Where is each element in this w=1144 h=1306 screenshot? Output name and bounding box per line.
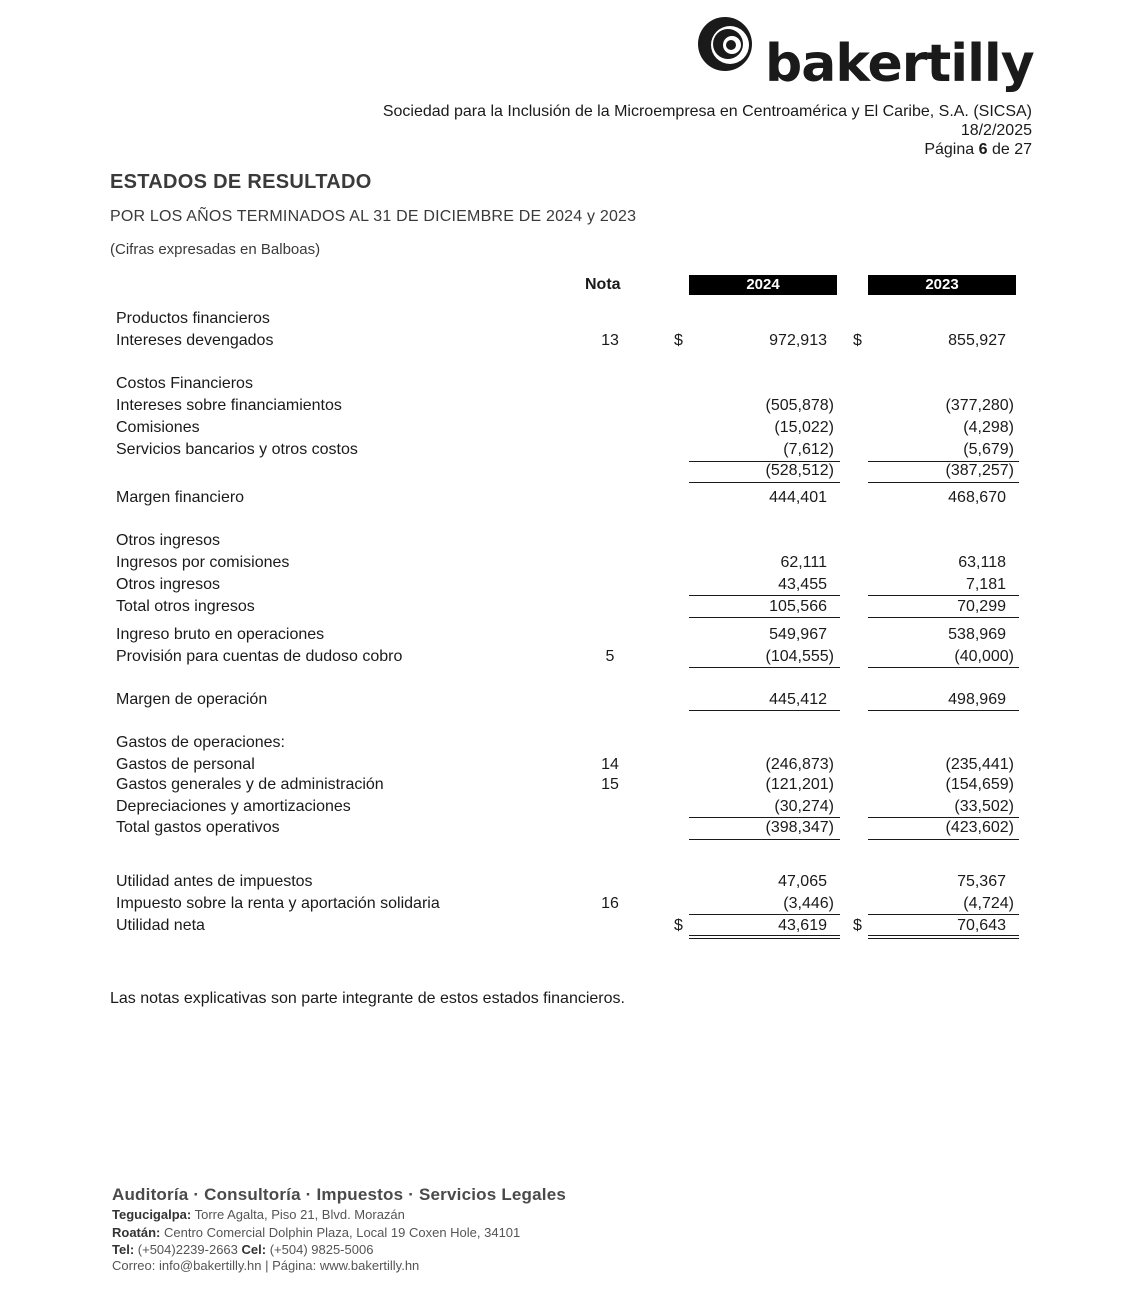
value-2024: 444,401: [769, 489, 827, 506]
value-2024: 105,566: [769, 598, 827, 615]
value-2023: 75,367: [957, 873, 1006, 890]
value-2024: 43,619: [778, 917, 827, 934]
row-label: Total otros ingresos: [116, 598, 255, 615]
table-row: [0, 798, 1144, 818]
footnote: Las notas explicativas son parte integrante de estos estados financieros.: [110, 990, 625, 1007]
value-2024: (398,347): [765, 819, 834, 836]
table-row: [0, 598, 1144, 618]
row-label: Comisiones: [116, 419, 200, 436]
value-2024: 445,412: [769, 691, 827, 708]
table-row: [0, 756, 1144, 776]
value-2023: (377,280): [945, 397, 1014, 414]
row-label: Gastos de personal: [116, 756, 255, 773]
table-row: [0, 532, 1144, 552]
subtotal-line: [868, 914, 1019, 915]
subtotal-line: [689, 710, 840, 711]
value-2023: (33,502): [954, 798, 1014, 815]
subtotal-line: [689, 839, 840, 840]
value-2023: (235,441): [945, 756, 1014, 773]
row-label: Margen de operación: [116, 691, 268, 708]
footer-value: (+504)2239-2663: [137, 1242, 238, 1257]
page-prefix: Página: [924, 141, 975, 158]
value-2024: 43,455: [778, 576, 827, 593]
company-logo: [697, 16, 1037, 100]
footer-value: Centro Comercial Dolphin Plaza, Local 19 Coxen Hole, 34101: [164, 1225, 521, 1240]
row-label: Impuesto sobre la renta y aportación solidaria: [116, 895, 440, 912]
row-label: Utilidad antes de impuestos: [116, 873, 313, 890]
page-suffix: de 27: [991, 141, 1032, 158]
brand-name: bakertilly: [765, 34, 1034, 94]
value-2024: (528,512): [765, 462, 834, 479]
row-label: Intereses sobre financiamientos: [116, 397, 342, 414]
value-2024: (104,555): [765, 648, 834, 665]
page-subtitle: POR LOS AÑOS TERMINADOS AL 31 DE DICIEMBRE DE 2024 y 2023: [110, 208, 637, 225]
row-label: Total gastos operativos: [116, 819, 280, 836]
value-2023: 7,181: [965, 576, 1006, 593]
footer-value: Torre Agalta, Piso 21, Blvd. Morazán: [194, 1207, 405, 1222]
page-number: 6: [978, 141, 988, 158]
table-row: [0, 819, 1144, 839]
subtotal-line: [689, 595, 840, 596]
value-2024: (246,873): [765, 756, 834, 773]
value-2024: 62,111: [780, 554, 827, 571]
value-2024: 549,967: [769, 626, 827, 643]
subtotal-line: [689, 617, 840, 618]
footer-contact: Correo: info@bakertilly.hn | Página: www.bakertilly.hn: [112, 1258, 420, 1273]
footer-value: (+504) 9825-5006: [269, 1242, 374, 1257]
subtotal-line: [868, 482, 1019, 483]
currency-symbol: $: [853, 332, 862, 349]
table-row: [0, 375, 1144, 395]
value-2023: (4,724): [963, 895, 1014, 912]
table-row: [0, 895, 1144, 915]
table-row: [0, 310, 1144, 330]
row-label: Servicios bancarios y otros costos: [116, 441, 358, 458]
footer-address-tegucigalpa: [112, 1207, 405, 1222]
subtotal-line: [689, 817, 840, 818]
value-2023: (154,659): [945, 776, 1014, 793]
row-note: 15: [601, 776, 619, 793]
table-row: [0, 441, 1144, 461]
value-2024: (15,022): [774, 419, 834, 436]
footer-label: Tegucigalpa:: [112, 1207, 192, 1222]
table-row: [0, 332, 1144, 352]
row-label: Intereses devengados: [116, 332, 274, 349]
value-2024: 47,065: [778, 873, 827, 890]
table-row: [0, 734, 1144, 754]
page-title: ESTADOS DE RESULTADO: [110, 171, 372, 193]
currency-symbol: $: [674, 332, 683, 349]
table-row: [0, 489, 1144, 509]
row-label: Otros ingresos: [116, 576, 221, 593]
subtotal-line: [868, 839, 1019, 840]
table-row: [0, 776, 1144, 796]
total-double-line: [868, 935, 1019, 939]
bakertilly-swirl-logo-icon: [697, 16, 757, 76]
value-2023: 855,927: [948, 332, 1006, 349]
row-label: Costos Financieros: [116, 375, 253, 392]
footer-label: Tel:: [112, 1242, 135, 1257]
row-label: Margen financiero: [116, 489, 245, 506]
table-row: [0, 419, 1144, 439]
row-label: Ingresos por comisiones: [116, 554, 290, 571]
value-2023: (387,257): [945, 462, 1014, 479]
column-header-year2: 2023: [868, 275, 1016, 295]
footer-address-roatan: [112, 1225, 520, 1240]
value-2023: 538,969: [948, 626, 1006, 643]
row-note: 16: [601, 895, 619, 912]
report-date: 18/2/2025: [960, 122, 1032, 139]
column-header-note: Nota: [585, 276, 621, 293]
table-row: [0, 397, 1144, 417]
row-label: Gastos de operaciones:: [116, 734, 285, 751]
row-note: 14: [601, 756, 619, 773]
table-row: [0, 691, 1144, 711]
value-2023: (40,000): [954, 648, 1014, 665]
value-2023: 63,118: [958, 554, 1006, 571]
total-double-line: [689, 935, 840, 939]
subtotal-line: [868, 817, 1019, 818]
subtotal-line: [868, 617, 1019, 618]
value-2023: (423,602): [945, 819, 1014, 836]
table-row: [0, 462, 1144, 482]
company-name: Sociedad para la Inclusión de la Microempresa en Centroamérica y El Caribe, S.A. (SICSA): [382, 103, 1032, 120]
value-2023: 468,670: [948, 489, 1006, 506]
page-indicator: [924, 140, 1032, 159]
value-2023: 498,969: [948, 691, 1006, 708]
value-2024: 972,913: [769, 332, 827, 349]
subtotal-line: [868, 667, 1019, 668]
currency-symbol: $: [674, 917, 683, 934]
row-label: Depreciaciones y amortizaciones: [116, 798, 351, 815]
row-note: 13: [601, 332, 619, 349]
footer-label: Cel:: [241, 1242, 267, 1257]
subtotal-line: [689, 914, 840, 915]
table-row: [0, 917, 1144, 937]
subtotal-line: [868, 710, 1019, 711]
value-2023: (5,679): [963, 441, 1014, 458]
row-note: 5: [605, 648, 615, 665]
table-row: [0, 648, 1144, 668]
row-label: Gastos generales y de administración: [116, 776, 384, 793]
row-label: Provisión para cuentas de dudoso cobro: [116, 648, 403, 665]
subtotal-line: [868, 595, 1019, 596]
value-2024: (3,446): [783, 895, 834, 912]
subtotal-line: [689, 667, 840, 668]
value-2023: 70,299: [957, 598, 1006, 615]
footer-phones: [112, 1242, 373, 1257]
table-row: [0, 626, 1144, 646]
row-label: Productos financieros: [116, 310, 270, 327]
row-label: Otros ingresos: [116, 532, 221, 549]
value-2024: (505,878): [765, 397, 834, 414]
value-2024: (30,274): [774, 798, 834, 815]
subtotal-line: [689, 482, 840, 483]
footer-services: Auditoría · Consultoría · Impuestos · Servicios Legales: [112, 1185, 567, 1204]
value-2024: (7,612): [783, 441, 834, 458]
table-row: [0, 873, 1144, 893]
table-row: [0, 554, 1144, 574]
row-label: Ingreso bruto en operaciones: [116, 626, 325, 643]
value-2024: (121,201): [765, 776, 834, 793]
footer-label: Roatán:: [112, 1225, 161, 1240]
currency-note: (Cifras expresadas en Balboas): [110, 241, 321, 258]
currency-symbol: $: [853, 917, 862, 934]
column-header-year1: 2024: [689, 275, 837, 295]
table-row: [0, 576, 1144, 596]
value-2023: 70,643: [957, 917, 1006, 934]
value-2023: (4,298): [963, 419, 1014, 436]
row-label: Utilidad neta: [116, 917, 205, 934]
